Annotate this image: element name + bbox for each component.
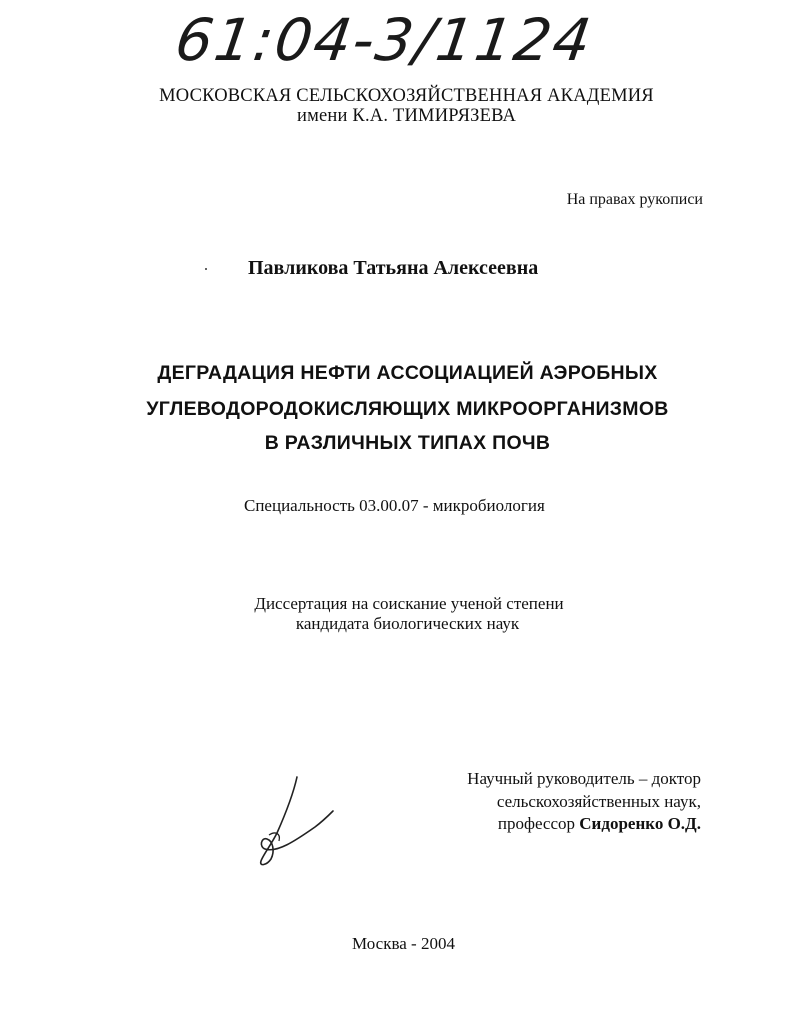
author-name: Павликова Татьяна Алексеевна bbox=[248, 257, 539, 279]
scan-speck bbox=[205, 268, 207, 270]
degree-line-2: кандидата биологических наук bbox=[295, 614, 520, 633]
advisor-signature bbox=[255, 775, 335, 870]
manuscript-rights-note: На правах рукописи bbox=[566, 191, 703, 208]
advisor-line-1: Научный руководитель – доктор bbox=[467, 769, 701, 788]
academy-name: МОСКОВСКАЯ СЕЛЬСКОХОЗЯЙСТВЕННАЯ АКАДЕМИЯ bbox=[159, 86, 654, 106]
city-year: Москва - 2004 bbox=[352, 934, 455, 953]
advisor-line-3 bbox=[498, 814, 701, 834]
specialty-line: Специальность 03.00.07 - микробиология bbox=[244, 496, 545, 515]
academy-dedication: имени К.А. ТИМИРЯЗЕВА bbox=[296, 106, 517, 126]
handwritten-archive-code: 61:04-3/1124 bbox=[171, 6, 597, 74]
thesis-title-line-1: ДЕГРАДАЦИЯ НЕФТИ АССОЦИАЦИЕЙ АЭРОБНЫХ bbox=[157, 362, 658, 384]
thesis-title-line-3: В РАЗЛИЧНЫХ ТИПАХ ПОЧВ bbox=[264, 432, 551, 454]
thesis-title-line-2: УГЛЕВОДОРОДОКИСЛЯЮЩИХ МИКРООРГАНИЗМОВ bbox=[146, 398, 669, 420]
advisor-line-2: сельскохозяйственных наук, bbox=[496, 792, 701, 811]
advisor-title: профессор bbox=[497, 814, 580, 833]
advisor-name: Сидоренко О.Д. bbox=[579, 814, 701, 833]
degree-line-1: Диссертация на соискание ученой степени bbox=[254, 594, 564, 613]
